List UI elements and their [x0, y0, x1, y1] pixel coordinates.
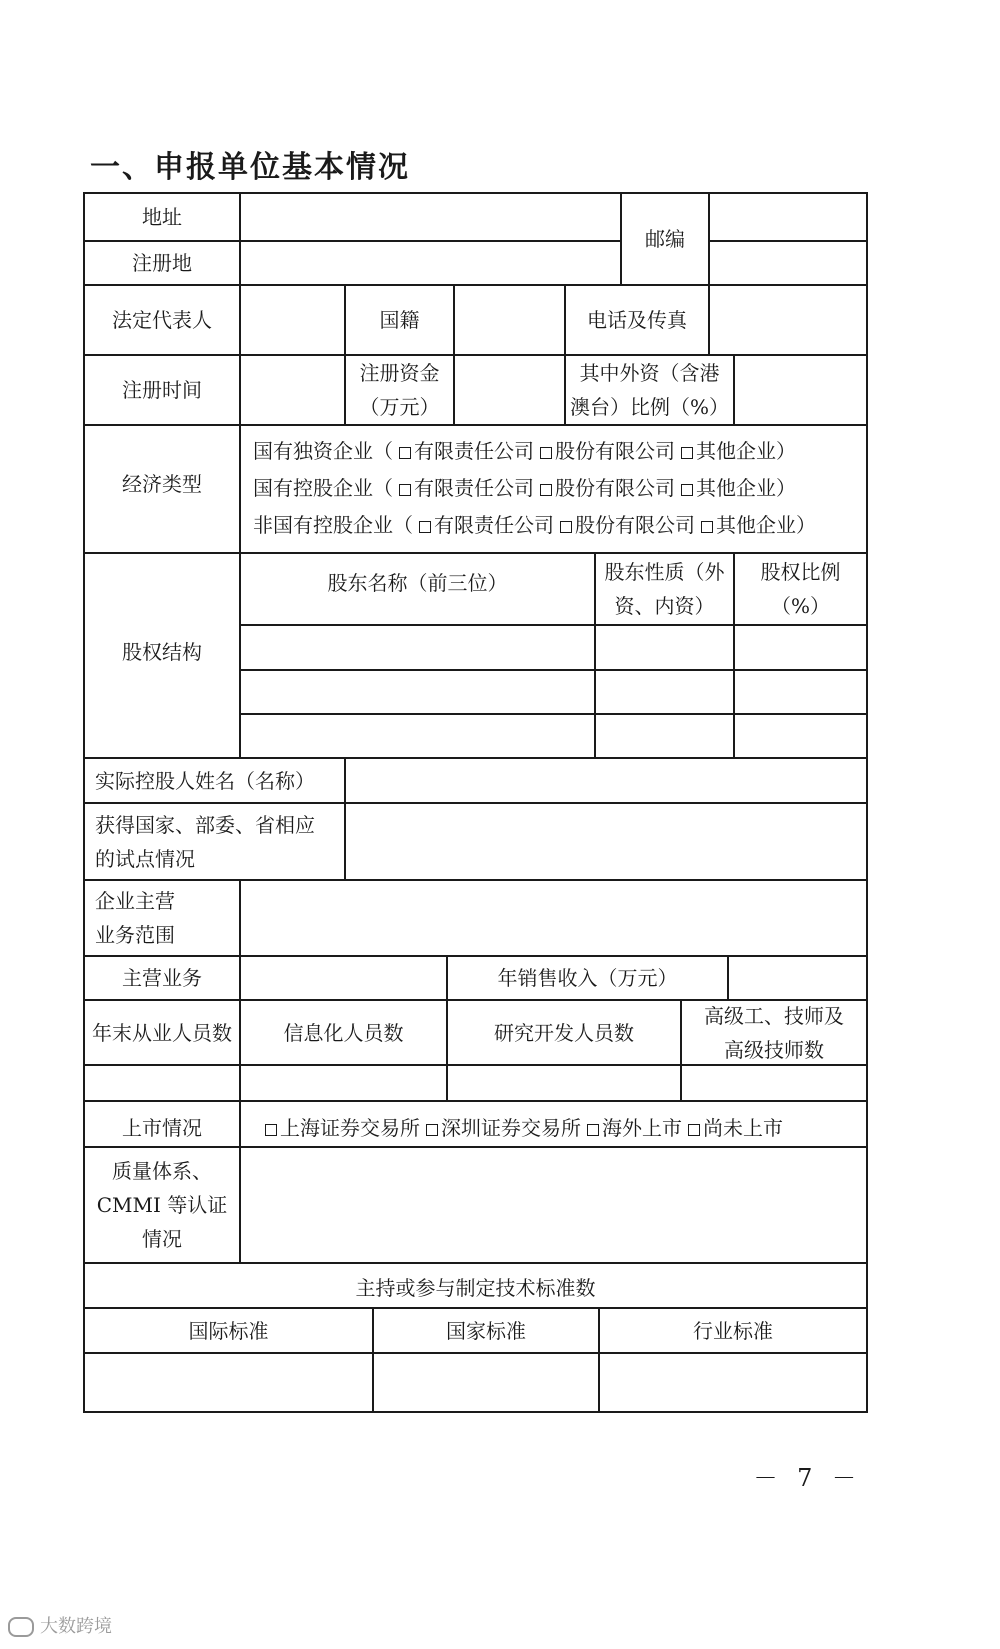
actual-controller-field[interactable]: [346, 759, 866, 802]
watermark-logo-icon: [8, 1617, 34, 1637]
pilot-label: [85, 804, 344, 879]
listing-option-label: 尚未上市: [703, 1116, 783, 1140]
watermark: [8, 1612, 112, 1638]
business-scope-field[interactable]: [241, 881, 866, 955]
economic-type-option-label: 其他企业）: [716, 513, 816, 537]
economic-type-option-label: 股份有限公司: [555, 439, 675, 463]
listing-option-label: 上海证券交易所: [280, 1116, 420, 1140]
shareholder-name-field-2[interactable]: [241, 671, 594, 713]
economic-type-prefix: 国有独资企业（: [253, 439, 393, 463]
shareholder-nature-header: [596, 554, 733, 624]
registration-time-field[interactable]: [241, 356, 344, 424]
registered-capital-line-2: （万元）: [359, 395, 440, 419]
registration-time-label: 注册时间: [122, 378, 202, 402]
equity-ratio-header: [735, 554, 866, 624]
postal-code-field[interactable]: [710, 194, 866, 240]
rd-staff-header: 研究开发人员数: [494, 1020, 634, 1045]
postal-code-label: 邮编: [645, 227, 685, 251]
watermark-text: 大数跨境: [40, 1616, 112, 1637]
phone-fax-field[interactable]: [710, 286, 866, 354]
actual-controller-label: 实际控股人姓名（名称）: [95, 768, 315, 793]
page-number: － 7 －: [753, 1464, 862, 1492]
standards-header: 主持或参与制定技术标准数: [355, 1275, 596, 1300]
checkbox-icon[interactable]: [701, 521, 713, 533]
address-field[interactable]: [241, 194, 620, 240]
employees-field[interactable]: [85, 1066, 239, 1100]
economic-type-list: [253, 433, 816, 544]
economic-type-label: 经济类型: [122, 472, 202, 496]
checkbox-icon[interactable]: [265, 1124, 277, 1136]
registered-place-field[interactable]: [241, 242, 620, 284]
national-standard-field[interactable]: [374, 1354, 598, 1411]
economic-type-option-label: 有限责任公司: [414, 439, 534, 463]
checkbox-icon[interactable]: [688, 1124, 700, 1136]
economic-type-option-label: 有限责任公司: [414, 476, 534, 500]
checkbox-icon[interactable]: [426, 1124, 438, 1136]
equity-ratio-line-2: （%）: [770, 594, 830, 618]
industry-standard-header: 行业标准: [693, 1318, 773, 1343]
postal-code-field-2[interactable]: [710, 242, 866, 284]
annual-sales-field[interactable]: [729, 957, 866, 999]
economic-type-line: [253, 470, 816, 507]
industry-standard-field[interactable]: [600, 1354, 866, 1411]
business-scope-line-1: 企业主营: [95, 889, 175, 913]
phone-fax-label: 电话及传真: [587, 308, 687, 332]
quality-line-3: 情况: [142, 1227, 182, 1251]
listing-option-label: 深圳证券交易所: [441, 1116, 581, 1140]
national-standard-header: 国家标准: [446, 1318, 526, 1343]
checkbox-icon[interactable]: [681, 447, 693, 459]
registered-capital-label: [346, 356, 453, 424]
checkbox-icon[interactable]: [587, 1124, 599, 1136]
employees-header: 年末从业人员数: [92, 1020, 232, 1045]
registered-place-label: 注册地: [132, 251, 192, 275]
senior-staff-line-2: 高级技师数: [724, 1037, 824, 1062]
foreign-ratio-label: [566, 356, 733, 424]
main-business-label: 主营业务: [122, 966, 202, 990]
senior-staff-field[interactable]: [682, 1066, 866, 1100]
foreign-ratio-line-2: 澳台）比例（%）: [569, 395, 729, 419]
shareholder-name-field-1[interactable]: [241, 626, 594, 669]
main-business-field[interactable]: [241, 957, 446, 999]
annual-sales-label: 年销售收入（万元）: [497, 966, 678, 990]
checkbox-icon[interactable]: [540, 447, 552, 459]
business-scope-label: [85, 881, 239, 955]
checkbox-icon[interactable]: [560, 521, 572, 533]
checkbox-icon[interactable]: [681, 484, 693, 496]
equity-structure-label: 股权结构: [122, 640, 202, 664]
quality-label: [85, 1148, 239, 1262]
listing-option-label: 海外上市: [602, 1116, 682, 1140]
quality-line-1: 质量体系、: [112, 1159, 212, 1183]
economic-type-prefix: 国有控股企业（: [253, 476, 393, 500]
quality-field[interactable]: [241, 1148, 866, 1262]
senior-staff-header: [682, 1001, 866, 1064]
business-scope-line-2: 业务范围: [95, 923, 175, 947]
economic-type-option-label: 有限责任公司: [434, 513, 554, 537]
economic-type-options: [241, 433, 866, 548]
checkbox-icon[interactable]: [399, 447, 411, 459]
legal-rep-label: 法定代表人: [112, 308, 212, 332]
border-bottom: [83, 1411, 868, 1413]
address-label: 地址: [142, 205, 182, 229]
checkbox-icon[interactable]: [540, 484, 552, 496]
checkbox-icon[interactable]: [419, 521, 431, 533]
listing-options: [241, 1110, 866, 1146]
economic-type-option-label: 股份有限公司: [555, 476, 675, 500]
it-staff-header: 信息化人员数: [283, 1020, 404, 1045]
shareholder-nature-line-1: 股东性质（外: [604, 560, 725, 584]
foreign-ratio-field[interactable]: [735, 356, 866, 424]
intl-standard-field[interactable]: [85, 1354, 372, 1411]
checkbox-icon[interactable]: [399, 484, 411, 496]
nationality-label: 国籍: [379, 308, 420, 332]
listing-list: [259, 1111, 783, 1145]
quality-line-2: CMMI 等认证: [96, 1193, 228, 1217]
economic-type-option-label: 其他企业）: [696, 439, 796, 463]
senior-staff-line-1: 高级工、技师及: [704, 1003, 844, 1028]
economic-type-prefix: 非国有控股企业（: [253, 513, 413, 537]
foreign-ratio-line-1: 其中外资（含港: [579, 361, 720, 385]
economic-type-line: [253, 433, 816, 470]
legal-rep-field[interactable]: [241, 286, 344, 354]
registered-capital-field[interactable]: [455, 356, 564, 424]
it-staff-field[interactable]: [241, 1066, 446, 1100]
equity-ratio-line-1: 股权比例: [760, 560, 841, 584]
economic-type-line: [253, 507, 816, 544]
shareholder-name-field-3[interactable]: [241, 715, 594, 757]
listing-label: 上市情况: [122, 1116, 202, 1140]
rd-staff-field[interactable]: [448, 1066, 680, 1100]
pilot-line-1: 获得国家、部委、省相应: [95, 812, 315, 837]
shareholder-name-header: 股东名称（前三位）: [327, 571, 508, 595]
nationality-field[interactable]: [455, 286, 564, 354]
registered-capital-line-1: 注册资金: [359, 361, 440, 385]
pilot-field[interactable]: [346, 804, 866, 879]
economic-type-option-label: 股份有限公司: [575, 513, 695, 537]
pilot-line-2: 的试点情况: [95, 846, 195, 871]
shareholder-nature-line-2: 资、内资）: [614, 594, 715, 618]
economic-type-option-label: 其他企业）: [696, 476, 796, 500]
page-title: 一、申报单位基本情况: [90, 150, 410, 185]
intl-standard-header: 国际标准: [188, 1318, 269, 1343]
